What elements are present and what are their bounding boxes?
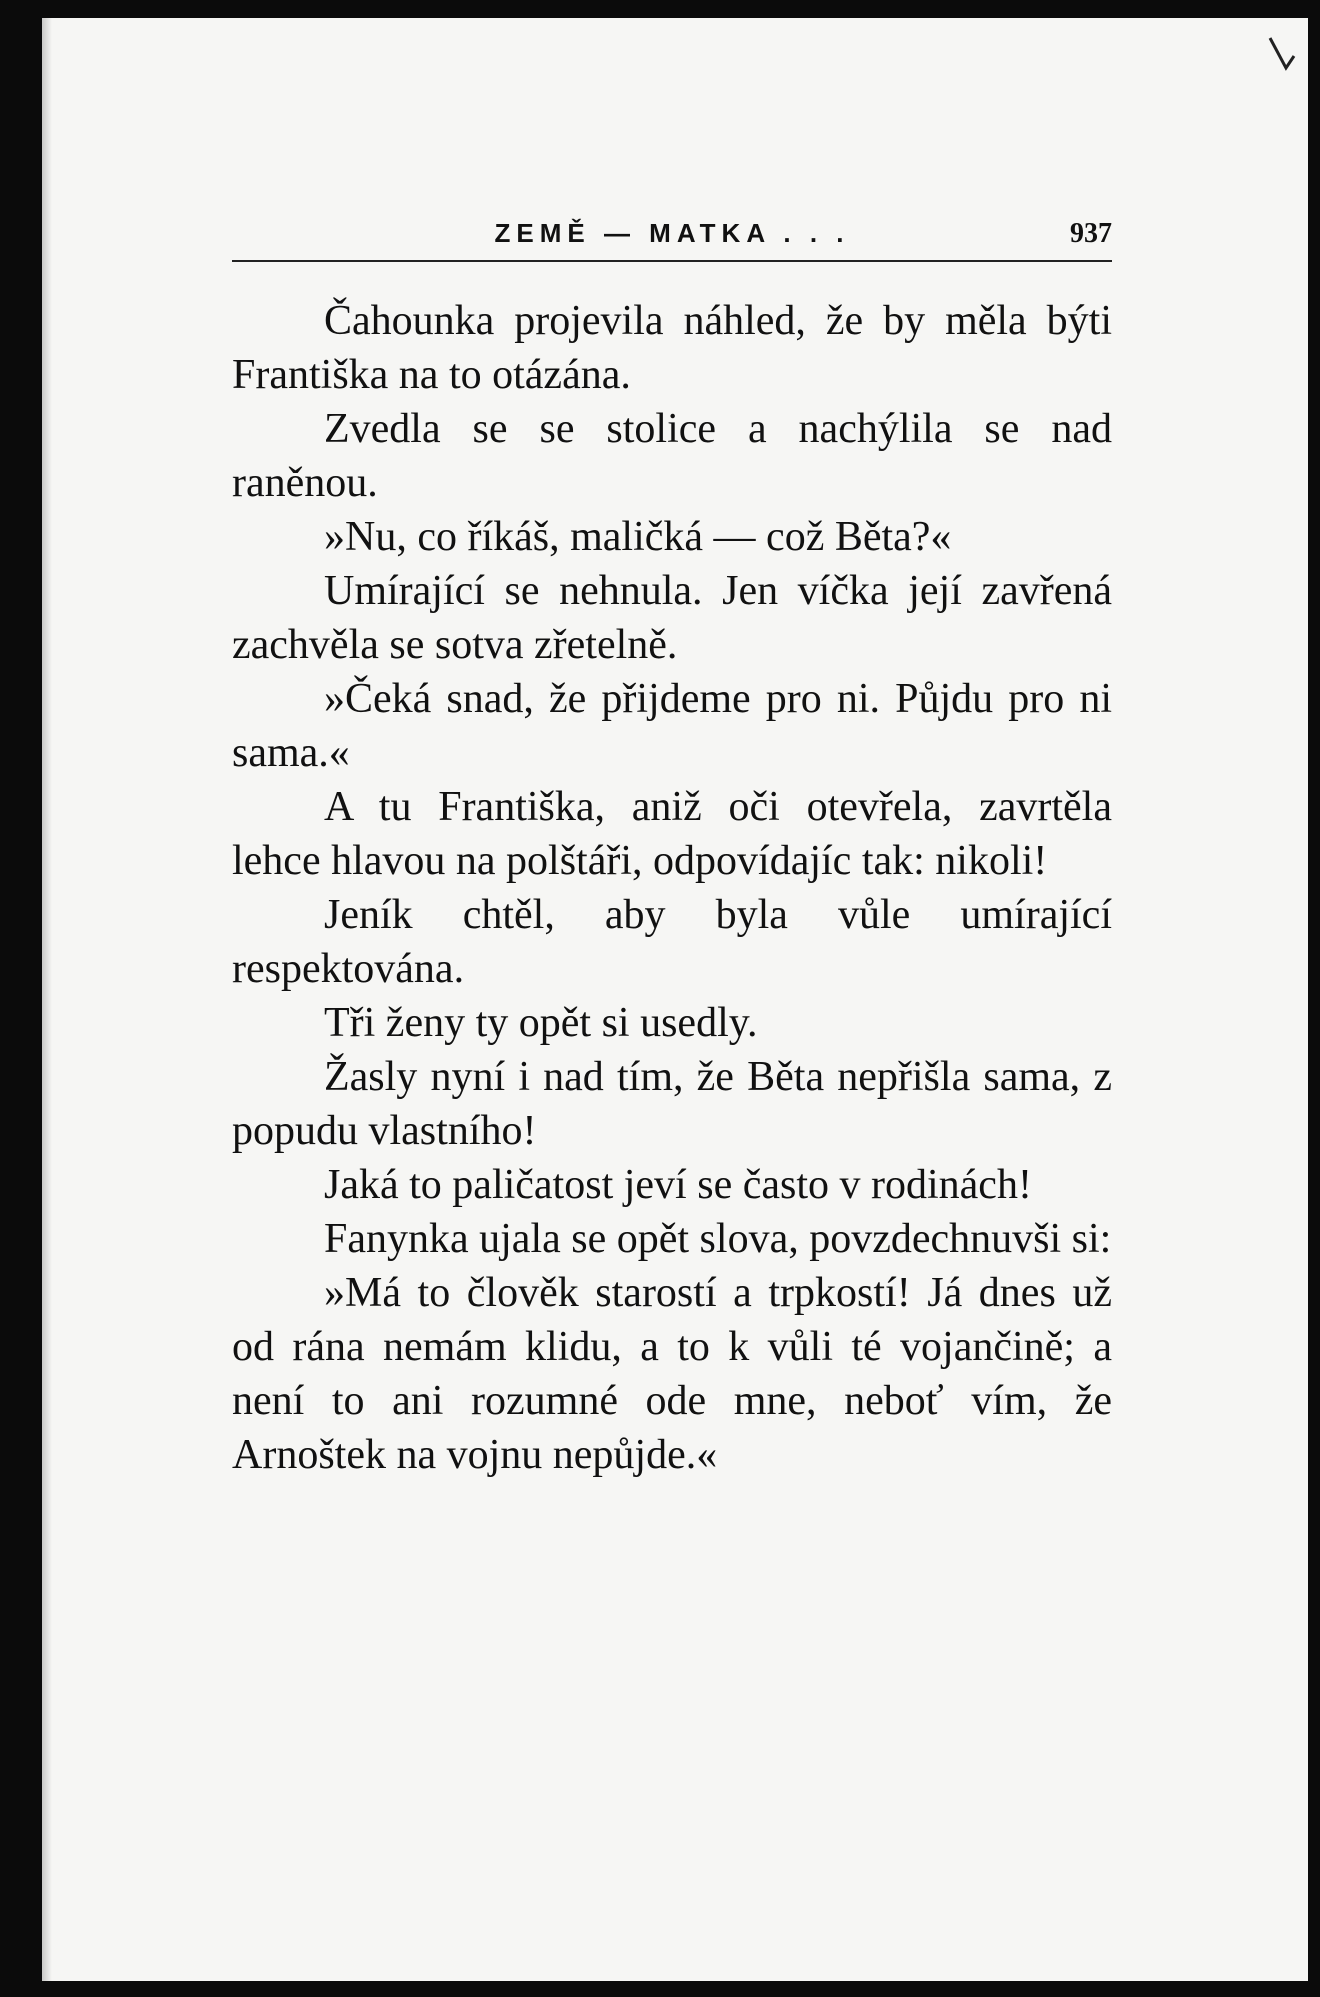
paragraph: Jaká to paličatost jeví se často v rodinách!	[324, 1162, 1032, 1208]
body-text	[232, 294, 1112, 1482]
running-head: ZEMĚ — MATKA . . .	[494, 218, 850, 248]
paragraph: »Má to člověk starostí a trpkostí! Já dnes už od rána nemám klidu, a to k vůli té vojančině; a není to ani rozumné ode mne, neboť vím, že Arnoštek na vojnu nepůjde.«	[232, 1270, 1112, 1478]
paragraph: »Nu, co říkáš, maličká — což Běta?«	[324, 514, 952, 560]
page-edge-shadow	[42, 18, 52, 1981]
paragraph: Umírající se nehnula. Jen víčka její zavřená zachvěla se sotva zřetelně.	[232, 568, 1112, 668]
paragraph: »Čeká snad, že přijdeme pro ni. Půjdu pro ni sama.«	[232, 676, 1112, 776]
book-page	[232, 190, 1112, 1910]
paragraph: Fanynka ujala se opět slova, povzdechnuvši si:	[324, 1216, 1112, 1262]
page-corner-mark	[1262, 28, 1302, 88]
page-number: 937	[1070, 218, 1112, 249]
paragraph: A tu Františka, aniž oči otevřela, zavrtěla lehce hlavou na polštáři, odpovídajíc tak: nikoli!	[232, 784, 1112, 884]
paragraph: Tři ženy ty opět si usedly.	[324, 1000, 758, 1046]
paragraph: Žasly nyní i nad tím, že Běta nepřišla sama, z popudu vlastního!	[232, 1054, 1112, 1154]
paragraph: Zvedla se se stolice a nachýlila se nad raněnou.	[232, 406, 1112, 506]
paragraph: Jeník chtěl, aby byla vůle umírající respektována.	[232, 892, 1112, 992]
paragraph: Čahounka projevila náhled, že by měla býti Františka na to otázána.	[232, 298, 1112, 398]
page-header	[232, 190, 1112, 262]
